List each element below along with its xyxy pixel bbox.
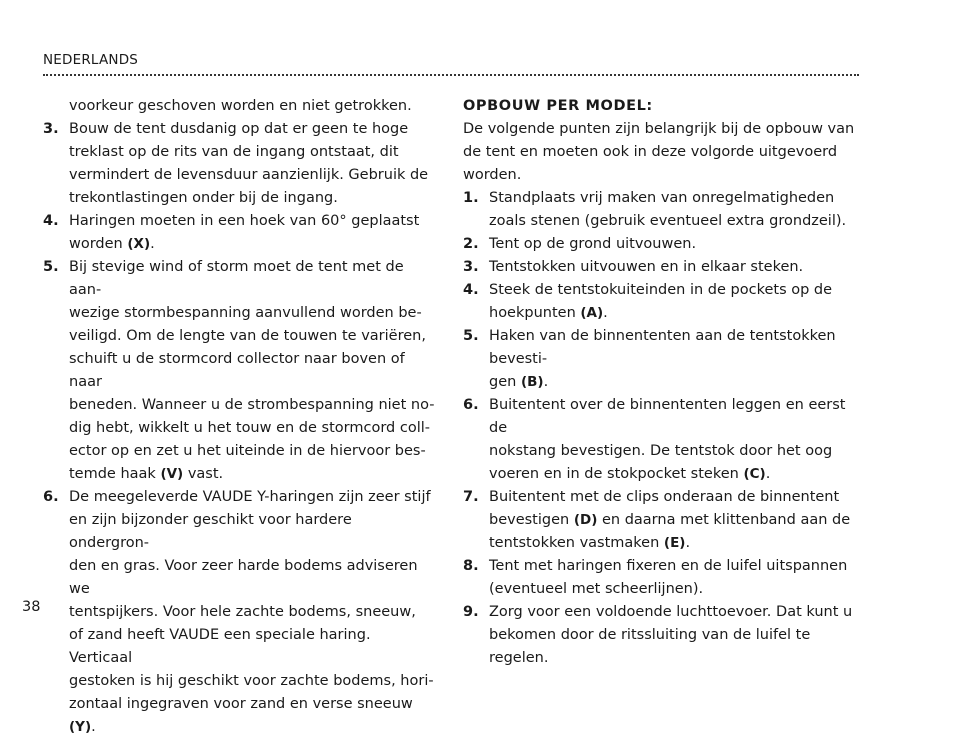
text-line bbox=[489, 302, 863, 325]
list-item-4 bbox=[43, 210, 435, 256]
list-item-3 bbox=[43, 118, 435, 210]
text-line: Standplaats vrij maken van onregelmatigheden bbox=[489, 190, 835, 206]
figure-reference: (X) bbox=[127, 236, 151, 252]
step-1 bbox=[463, 187, 863, 233]
figure-reference: (D) bbox=[573, 512, 598, 528]
step-number: 4. bbox=[463, 282, 479, 298]
item-text bbox=[69, 256, 435, 486]
text-span: . bbox=[603, 305, 608, 321]
step-9 bbox=[463, 601, 863, 670]
item-number: 4. bbox=[43, 213, 59, 229]
text-line bbox=[69, 463, 435, 486]
continuation-text: voorkeur geschoven worden en niet getrokken. bbox=[69, 98, 412, 114]
step-text bbox=[489, 555, 863, 601]
text-line: (eventueel met scheerlijnen). bbox=[489, 581, 704, 597]
text-line: den en gras. Voor zeer harde bodems adviseren we bbox=[69, 558, 418, 597]
text-line bbox=[489, 532, 863, 555]
step-text bbox=[489, 256, 863, 279]
text-line: veiligd. Om de lengte van de touwen te variëren, bbox=[69, 328, 426, 344]
figure-reference: (A) bbox=[580, 305, 604, 321]
text-line: zoals stenen (gebruik eventueel extra grondzeil). bbox=[489, 213, 847, 229]
text-line: of zand heeft VAUDE een speciale haring. Verticaal bbox=[69, 627, 371, 666]
step-number: 9. bbox=[463, 604, 479, 620]
text-line: beneden. Wanneer u de strombespanning niet no- bbox=[69, 397, 435, 413]
step-text bbox=[489, 187, 863, 233]
step-number: 3. bbox=[463, 259, 479, 275]
step-6 bbox=[463, 394, 863, 486]
text-span: . bbox=[543, 374, 549, 390]
text-line: bekomen door de ritssluiting van de luifel te regelen. bbox=[489, 627, 811, 666]
text-line bbox=[69, 693, 435, 739]
step-number: 2. bbox=[463, 236, 479, 252]
item-number: 5. bbox=[43, 259, 59, 275]
intro-line: de tent en moeten ook in deze volgorde uitgevoerd bbox=[463, 144, 838, 160]
text-line: schuift u de stormcord collector naar boven of naar bbox=[69, 351, 405, 390]
text-span: . bbox=[91, 719, 96, 735]
text-span: vast. bbox=[183, 466, 224, 482]
text-line bbox=[489, 371, 863, 394]
item-text bbox=[69, 486, 435, 739]
left-column bbox=[43, 95, 435, 739]
step-number: 1. bbox=[463, 190, 479, 206]
text-span: zontaal ingegraven voor zand en verse sneeuw bbox=[69, 696, 413, 712]
figure-reference: (Y) bbox=[69, 719, 92, 735]
text-line: dig hebt, wikkelt u het touw en de stormcord coll- bbox=[69, 420, 430, 436]
list-item-5 bbox=[43, 256, 435, 486]
item-text bbox=[69, 210, 435, 256]
figure-reference: (C) bbox=[743, 466, 766, 482]
text-line: trekontlastingen onder bij de ingang. bbox=[69, 190, 338, 206]
text-line: tentspijkers. Voor hele zachte bodems, sneeuw, bbox=[69, 604, 416, 620]
text-line: en zijn bijzonder geschikt voor hardere ondergron- bbox=[69, 512, 352, 551]
step-text bbox=[489, 279, 863, 325]
list-item-6 bbox=[43, 486, 435, 739]
intro-line: worden. bbox=[463, 167, 522, 183]
text-span: voeren en in de stokpocket steken bbox=[489, 466, 744, 482]
page-number: 38 bbox=[22, 599, 41, 615]
text-line bbox=[69, 233, 435, 256]
text-line: nokstang bevestigen. De tentstok door het oog bbox=[489, 443, 833, 459]
text-line bbox=[489, 463, 863, 486]
figure-reference: (B) bbox=[520, 374, 544, 390]
text-span: tentstokken vastmaken bbox=[489, 535, 664, 551]
text-span: . bbox=[685, 535, 691, 551]
text-line: Haken van de binnententen aan de tentstokken bevesti- bbox=[489, 328, 836, 367]
text-line: Steek de tentstokuiteinden in de pockets op de bbox=[489, 282, 833, 298]
step-number: 5. bbox=[463, 328, 479, 344]
text-line: Haringen moeten in een hoek van 60° geplaatst bbox=[69, 213, 420, 229]
page-header-language: NEDERLANDS bbox=[43, 52, 139, 68]
intro-line: De volgende punten zijn belangrijk bij de opbouw van bbox=[463, 121, 855, 137]
text-line: Tentstokken uitvouwen en in elkaar steken. bbox=[489, 259, 804, 275]
item-number: 3. bbox=[43, 121, 59, 137]
text-span: bevestigen bbox=[489, 512, 574, 528]
step-text bbox=[489, 325, 863, 394]
figure-reference: (V) bbox=[160, 466, 184, 482]
text-line: treklast op de rits van de ingang ontstaat, dit bbox=[69, 144, 399, 160]
step-8 bbox=[463, 555, 863, 601]
step-number: 6. bbox=[463, 397, 479, 413]
item-text bbox=[69, 118, 435, 210]
dotted-divider bbox=[43, 74, 859, 76]
step-text bbox=[489, 233, 863, 256]
item-number: 6. bbox=[43, 489, 59, 505]
step-7 bbox=[463, 486, 863, 555]
text-span: en daarna met klittenband aan de bbox=[597, 512, 851, 528]
text-span: worden bbox=[69, 236, 128, 252]
text-line: Tent met haringen fixeren en de luifel uitspannen bbox=[489, 558, 848, 574]
step-5 bbox=[463, 325, 863, 394]
right-column bbox=[463, 95, 863, 670]
step-number: 7. bbox=[463, 489, 479, 505]
text-span: gen bbox=[489, 374, 521, 390]
text-span: hoekpunten bbox=[489, 305, 581, 321]
text-span: . bbox=[150, 236, 155, 252]
step-4 bbox=[463, 279, 863, 325]
text-line: ector op en zet u het uiteinde in de hiervoor bes- bbox=[69, 443, 426, 459]
figure-reference: (E) bbox=[663, 535, 686, 551]
step-text bbox=[489, 601, 863, 670]
text-line: Buitentent met de clips onderaan de binnentent bbox=[489, 489, 840, 505]
section-title: OPBOUW PER MODEL: bbox=[463, 98, 653, 114]
text-line: Bij stevige wind of storm moet de tent met de aan- bbox=[69, 259, 404, 298]
step-3 bbox=[463, 256, 863, 279]
text-line: vermindert de levensduur aanzienlijk. Gebruik de bbox=[69, 167, 429, 183]
text-line: Bouw de tent dusdanig op dat er geen te hoge bbox=[69, 121, 409, 137]
text-line: Buitentent over de binnententen leggen en eerst de bbox=[489, 397, 846, 436]
text-line bbox=[489, 509, 863, 532]
text-line: gestoken is hij geschikt voor zachte bodems, hori- bbox=[69, 673, 434, 689]
text-line: Zorg voor een voldoende luchttoevoer. Dat kunt u bbox=[489, 604, 853, 620]
text-line: wezige stormbespanning aanvullend worden be- bbox=[69, 305, 422, 321]
step-2 bbox=[463, 233, 863, 256]
text-span: temde haak bbox=[69, 466, 161, 482]
text-line: Tent op de grond uitvouwen. bbox=[489, 236, 697, 252]
text-line: De meegeleverde VAUDE Y-haringen zijn zeer stijf bbox=[69, 489, 431, 505]
step-text bbox=[489, 486, 863, 555]
text-span: . bbox=[765, 466, 771, 482]
step-number: 8. bbox=[463, 558, 479, 574]
step-text bbox=[489, 394, 863, 486]
